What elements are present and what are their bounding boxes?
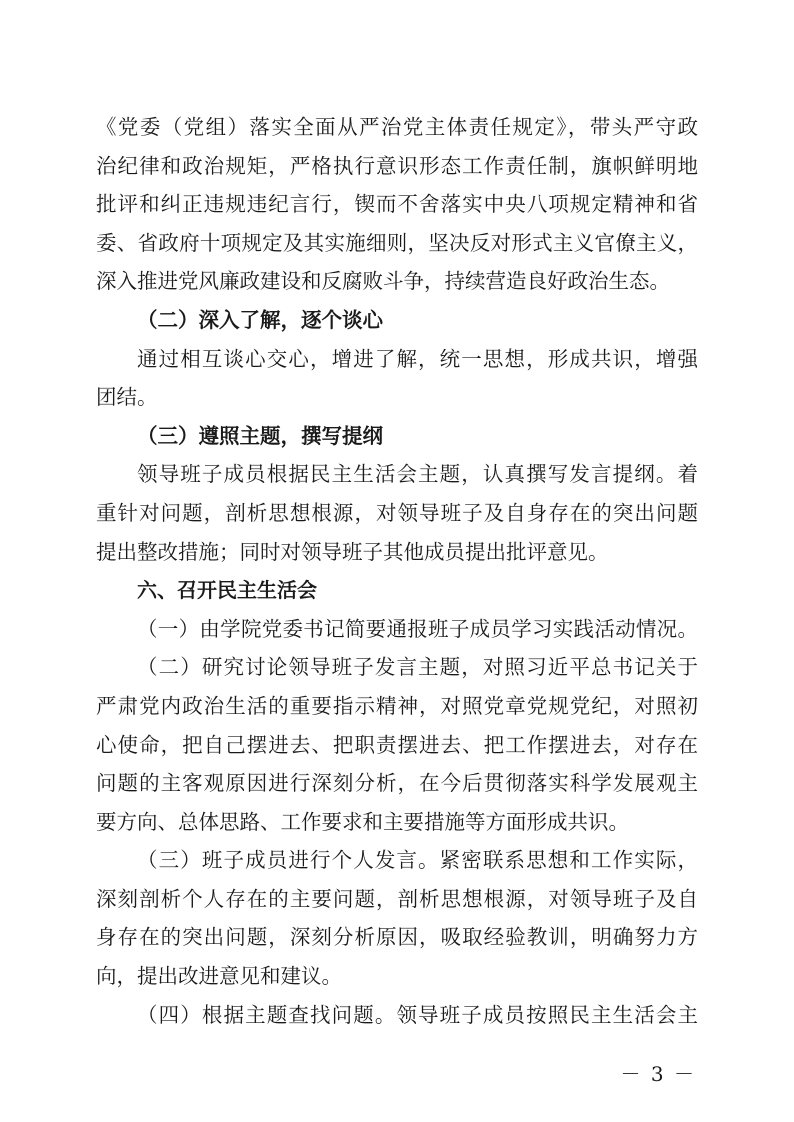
paragraph-line: 委、省政府十项规定及其实施细则，坚决反对形式主义官僚主义， xyxy=(96,230,698,255)
section-heading: 六、召开民主生活会 xyxy=(137,578,317,603)
subheading: （二）深入了解，逐个谈心 xyxy=(137,307,383,332)
paragraph-line: 领导班子成员根据民主生活会主题，认真撰写发言提纲。着 xyxy=(137,462,698,487)
paragraph-line: 通过相互谈心交心，增进了解，统一思想，形成共识，增强 xyxy=(137,346,698,371)
paragraph-line: 深刻剖析个人存在的主要问题，剖析思想根源，对领导班子及自 xyxy=(96,886,698,911)
paragraph-line: （三）班子成员进行个人发言。紧密联系思想和工作实际， xyxy=(137,848,698,873)
paragraph-line: 严肃党内政治生活的重要指示精神，对照党章党规党纪，对照初 xyxy=(96,693,698,718)
paragraph-line: 身存在的突出问题，深刻分析原因，吸取经验教训，明确努力方 xyxy=(96,925,698,950)
paragraph-line: 批评和纠正违规违纪言行，锲而不舍落实中央八项规定精神和省 xyxy=(96,192,698,217)
paragraph-line: （二）研究讨论领导班子发言主题，对照习近平总书记关于 xyxy=(137,655,698,680)
paragraph-line: 治纪律和政治规矩，严格执行意识形态工作责任制，旗帜鲜明地 xyxy=(96,153,698,178)
paragraph-line: 重针对问题，剖析思想根源，对领导班子及自身存在的突出问题 xyxy=(96,500,698,525)
document-body xyxy=(96,108,698,1034)
paragraph-line: 问题的主客观原因进行深刻分析，在今后贯彻落实科学发展观主 xyxy=(96,771,698,796)
subheading: （三）遵照主题，撰写提纲 xyxy=(137,423,383,448)
paragraph-line: 团结。 xyxy=(96,385,158,410)
paragraph-line: 向，提出改进意见和建议。 xyxy=(96,964,342,989)
paragraph-line: （一）由学院党委书记简要通报班子成员学习实践活动情况。 xyxy=(137,616,698,641)
paragraph-line: 提出整改措施；同时对领导班子其他成员提出批评意见。 xyxy=(96,539,609,564)
paragraph-line: 要方向、总体思路、工作要求和主要措施等方面形成共识。 xyxy=(96,809,629,834)
paragraph-line: （四）根据主题查找问题。领导班子成员按照民主生活会主 xyxy=(137,1002,698,1027)
paragraph-line: 《党委（党组）落实全面从严治党主体责任规定》，带头严守政 xyxy=(96,115,698,139)
paragraph-line: 深入推进党风廉政建设和反腐败斗争，持续营造良好政治生态。 xyxy=(96,269,670,294)
page-number: － 3 － xyxy=(620,1062,696,1086)
paragraph-line: 心使命，把自己摆进去、把职责摆进去、把工作摆进去，对存在 xyxy=(96,732,698,757)
